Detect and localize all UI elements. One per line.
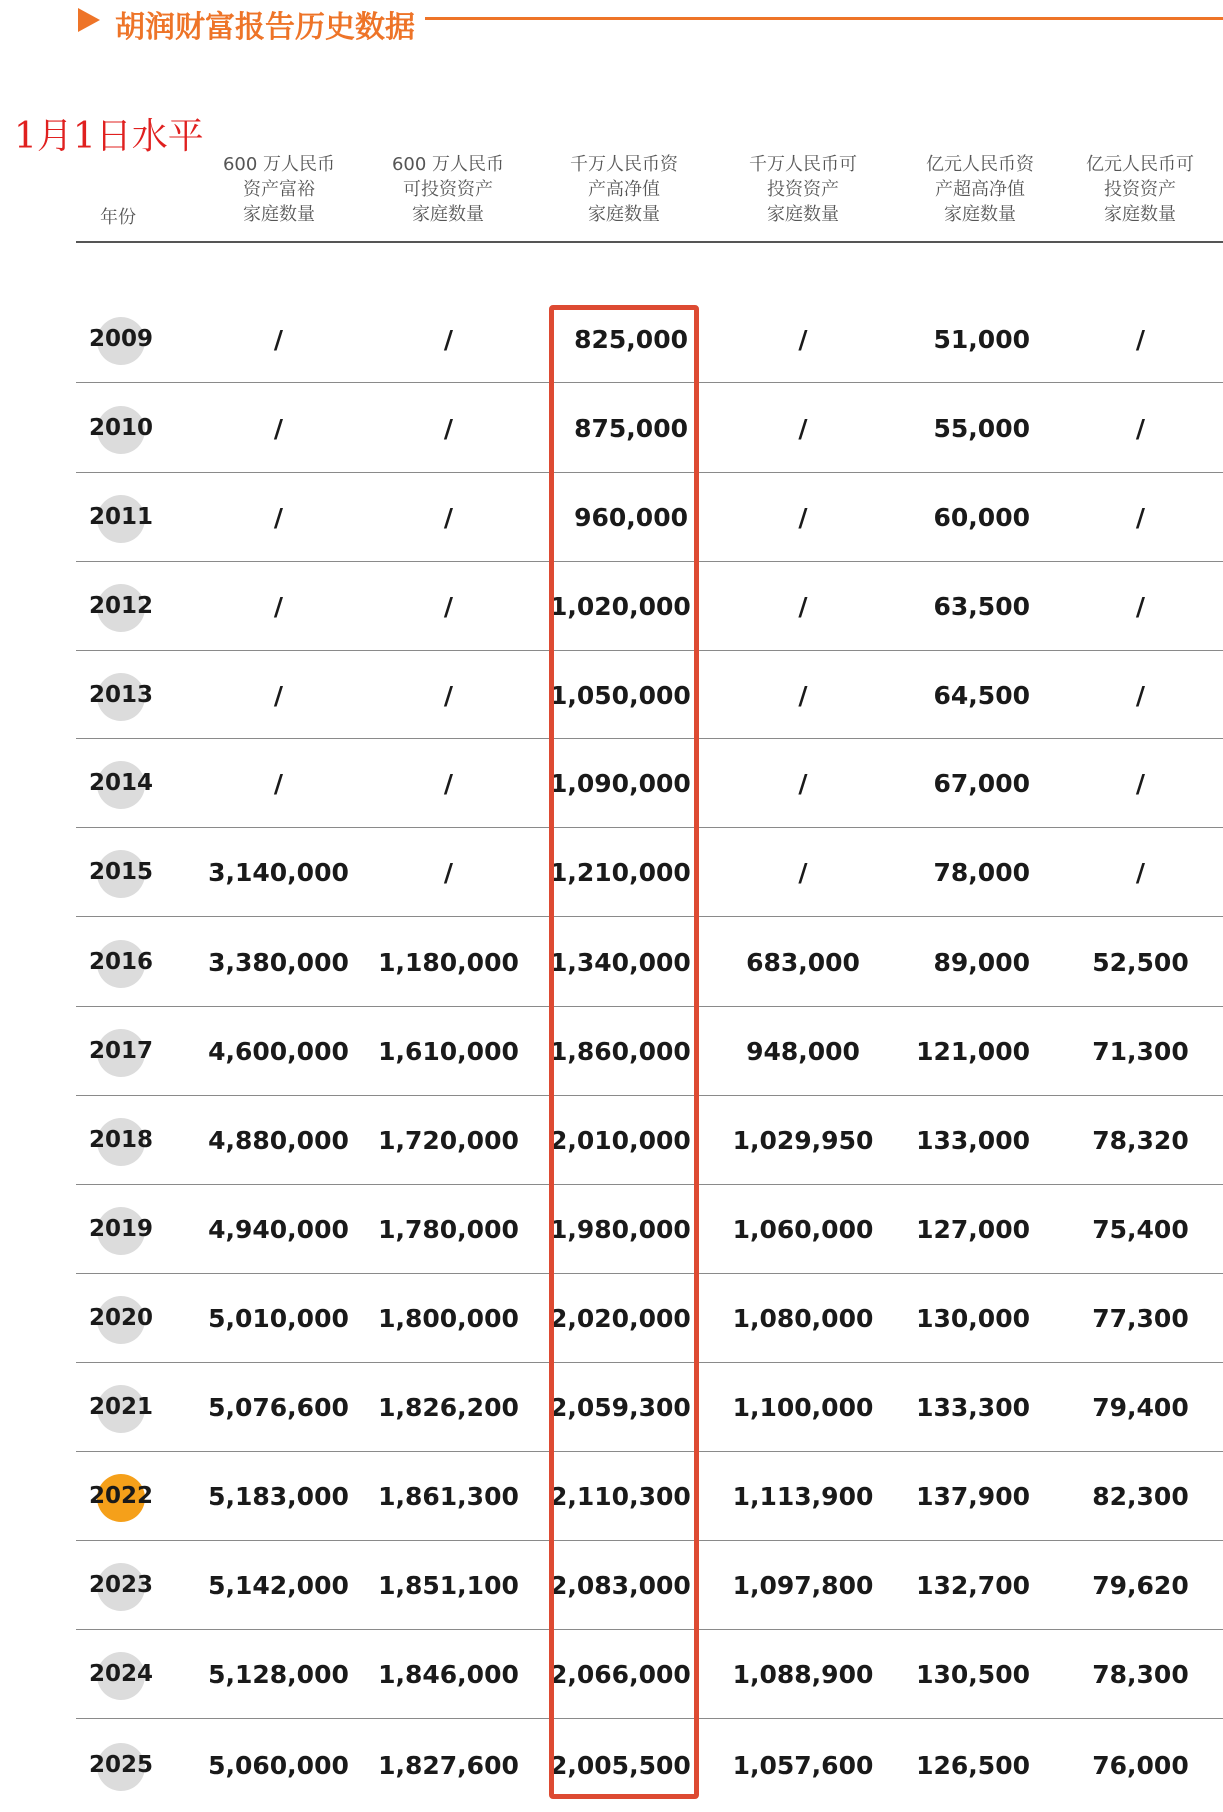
value-cell: 2,110,300 <box>550 1482 691 1511</box>
header-line: 资产富裕 <box>243 179 315 200</box>
year-cell: 2012 <box>88 593 153 619</box>
value-cell: 5,076,600 <box>208 1393 349 1422</box>
value-cell: / <box>273 592 284 621</box>
value-cell: 1,861,300 <box>378 1482 519 1511</box>
annotation-note: 1月1日水平 <box>14 116 204 157</box>
value-cell: 3,140,000 <box>208 858 349 887</box>
value-cell: 133,300 <box>916 1393 1030 1422</box>
value-cell: 133,000 <box>916 1126 1030 1155</box>
header-line: 家庭数量 <box>412 204 484 225</box>
header-line: 可投资资产 <box>403 179 493 200</box>
value-cell: / <box>443 592 454 621</box>
highlight-box <box>549 305 699 1799</box>
value-cell: 5,010,000 <box>208 1304 349 1333</box>
value-cell: 1,090,000 <box>550 769 691 798</box>
year-cell: 2016 <box>88 948 153 975</box>
value-cell: 683,000 <box>746 947 860 977</box>
value-cell: 3,380,000 <box>208 947 349 977</box>
value-cell: / <box>443 413 454 443</box>
year-cell: 2021 <box>88 1394 153 1420</box>
year-cell: 2025 <box>88 1752 153 1778</box>
header-line: 家庭数量 <box>767 204 839 225</box>
value-cell: 4,880,000 <box>208 1126 349 1155</box>
value-cell: / <box>1135 503 1146 532</box>
value-cell: 1,080,000 <box>732 1304 874 1333</box>
value-cell: / <box>273 413 284 443</box>
year-cell: 2023 <box>88 1572 153 1598</box>
value-cell: 130,500 <box>916 1660 1030 1689</box>
value-cell: 2,059,300 <box>550 1393 691 1422</box>
value-cell: 1,100,000 <box>732 1393 874 1422</box>
value-cell: 1,720,000 <box>378 1126 519 1155</box>
value-cell: 1,097,800 <box>732 1571 874 1600</box>
header-line: 产超高净值 <box>935 179 1025 200</box>
value-cell: 1,088,900 <box>732 1660 874 1689</box>
column-header-affluent-assets <box>194 152 364 227</box>
year-cell: 2015 <box>88 859 153 885</box>
column-header-uhnw-assets <box>895 152 1065 227</box>
header-line: 家庭数量 <box>243 204 315 225</box>
year-cell: 2019 <box>88 1216 153 1242</box>
value-cell: 79,620 <box>1092 1571 1189 1600</box>
value-cell: 79,400 <box>1092 1393 1189 1422</box>
value-cell: 1,113,900 <box>732 1482 874 1511</box>
value-cell: 1,610,000 <box>378 1037 519 1066</box>
header-line: 家庭数量 <box>944 204 1016 225</box>
value-cell: 1,826,200 <box>378 1393 519 1422</box>
value-cell: 63,500 <box>933 592 1030 621</box>
year-column-header: 年份 <box>100 207 136 228</box>
value-cell: 1,846,000 <box>378 1660 519 1689</box>
value-cell: 60,000 <box>933 503 1030 532</box>
value-cell: 132,700 <box>916 1571 1030 1600</box>
value-cell: 1,050,000 <box>550 680 691 710</box>
value-cell: 1,060,000 <box>732 1215 874 1244</box>
value-cell: 130,000 <box>916 1304 1030 1333</box>
value-cell: 1,029,950 <box>732 1126 874 1155</box>
column-header-uhnw-investable <box>1055 152 1223 227</box>
value-cell: / <box>273 680 284 710</box>
column-header-affluent-investable <box>363 152 533 227</box>
year-cell: 2011 <box>88 504 153 530</box>
header-rule-line <box>76 241 1223 243</box>
value-cell: / <box>798 503 808 532</box>
value-cell: / <box>1135 413 1146 443</box>
value-cell: 1,780,000 <box>378 1215 519 1244</box>
value-cell: / <box>443 769 454 798</box>
header-line: 千万人民币可 <box>749 154 857 175</box>
value-cell: 64,500 <box>933 680 1030 710</box>
value-cell: / <box>443 324 454 354</box>
value-cell: / <box>1135 592 1146 621</box>
value-cell: / <box>798 769 808 798</box>
year-cell: 2020 <box>88 1305 153 1331</box>
value-cell: 948,000 <box>746 1037 860 1066</box>
value-cell: / <box>1135 680 1146 710</box>
value-cell: 1,057,600 <box>732 1751 874 1780</box>
value-cell: 52,500 <box>1092 947 1189 977</box>
header-line: 家庭数量 <box>1104 204 1176 225</box>
value-cell: 5,128,000 <box>208 1660 349 1689</box>
value-cell: 1,860,000 <box>550 1037 691 1066</box>
year-cell: 2014 <box>88 770 153 796</box>
year-cell: 2010 <box>88 414 153 441</box>
value-cell: / <box>798 680 808 710</box>
value-cell: 82,300 <box>1092 1482 1189 1511</box>
value-cell: 4,600,000 <box>208 1037 349 1066</box>
value-cell: 2,005,500 <box>550 1751 691 1780</box>
year-cell: 2013 <box>88 681 153 708</box>
value-cell: 960,000 <box>574 503 688 532</box>
value-cell: 825,000 <box>574 324 688 354</box>
value-cell: 78,320 <box>1092 1126 1189 1155</box>
header-line: 亿元人民币可 <box>1086 154 1194 175</box>
header-line: 600 万人民币 <box>222 154 336 175</box>
value-cell: 4,940,000 <box>208 1215 349 1244</box>
year-cell: 2009 <box>88 325 153 352</box>
value-cell: 2,083,000 <box>550 1571 691 1600</box>
value-cell: 5,142,000 <box>208 1571 349 1600</box>
value-cell: 5,183,000 <box>208 1482 349 1511</box>
value-cell: 76,000 <box>1092 1751 1189 1780</box>
value-cell: 5,060,000 <box>208 1751 349 1780</box>
value-cell: 51,000 <box>933 324 1030 354</box>
column-header-hnw-assets <box>539 152 709 227</box>
value-cell: 1,020,000 <box>550 592 691 621</box>
value-cell: 1,980,000 <box>550 1215 691 1244</box>
header-line: 600 万人民币 <box>391 154 505 175</box>
header-line: 投资资产 <box>1104 179 1176 200</box>
value-cell: 55,000 <box>933 413 1030 443</box>
value-cell: 2,066,000 <box>550 1660 691 1689</box>
value-cell: / <box>443 858 454 887</box>
value-cell: 71,300 <box>1092 1037 1189 1066</box>
year-cell: 2017 <box>88 1038 153 1064</box>
value-cell: 67,000 <box>933 769 1030 798</box>
header-line: 投资资产 <box>767 179 839 200</box>
value-cell: / <box>273 324 284 354</box>
value-cell: 1,210,000 <box>550 858 691 887</box>
value-cell: 75,400 <box>1092 1215 1189 1244</box>
value-cell: / <box>273 503 284 532</box>
header-line: 千万人民币资 <box>570 154 678 175</box>
value-cell: / <box>1135 769 1146 798</box>
value-cell: / <box>798 324 808 354</box>
year-cell: 2022 <box>88 1483 153 1509</box>
value-cell: 89,000 <box>933 947 1030 977</box>
value-cell: 78,300 <box>1092 1660 1189 1689</box>
year-cell: 2024 <box>88 1661 153 1687</box>
value-cell: 78,000 <box>933 858 1030 887</box>
table-header <box>0 0 1223 245</box>
value-cell: / <box>1135 858 1146 887</box>
value-cell: 1,180,000 <box>378 947 519 977</box>
value-cell: / <box>798 413 808 443</box>
value-cell: 137,900 <box>916 1482 1030 1511</box>
value-cell: / <box>443 503 454 532</box>
value-cell: 1,340,000 <box>550 947 691 977</box>
value-cell: / <box>798 592 808 621</box>
value-cell: 1,827,600 <box>378 1751 519 1780</box>
column-header-hnw-investable <box>718 152 888 227</box>
value-cell: 1,851,100 <box>378 1571 519 1600</box>
report-title: 胡润财富报告历史数据 <box>115 10 415 45</box>
header-line: 产高净值 <box>588 179 660 200</box>
value-cell: 1,800,000 <box>378 1304 519 1333</box>
value-cell: / <box>1135 324 1146 354</box>
value-cell: 126,500 <box>916 1751 1030 1780</box>
value-cell: 127,000 <box>916 1215 1030 1244</box>
value-cell: 2,010,000 <box>550 1126 691 1155</box>
header-line: 家庭数量 <box>588 204 660 225</box>
value-cell: / <box>273 769 284 798</box>
year-cell: 2018 <box>88 1127 153 1153</box>
value-cell: / <box>443 680 454 710</box>
value-cell: 875,000 <box>574 413 688 443</box>
value-cell: 121,000 <box>916 1037 1030 1066</box>
header-line: 亿元人民币资 <box>926 154 1034 175</box>
value-cell: / <box>798 858 808 887</box>
value-cell: 2,020,000 <box>550 1304 691 1333</box>
value-cell: 77,300 <box>1092 1304 1189 1333</box>
